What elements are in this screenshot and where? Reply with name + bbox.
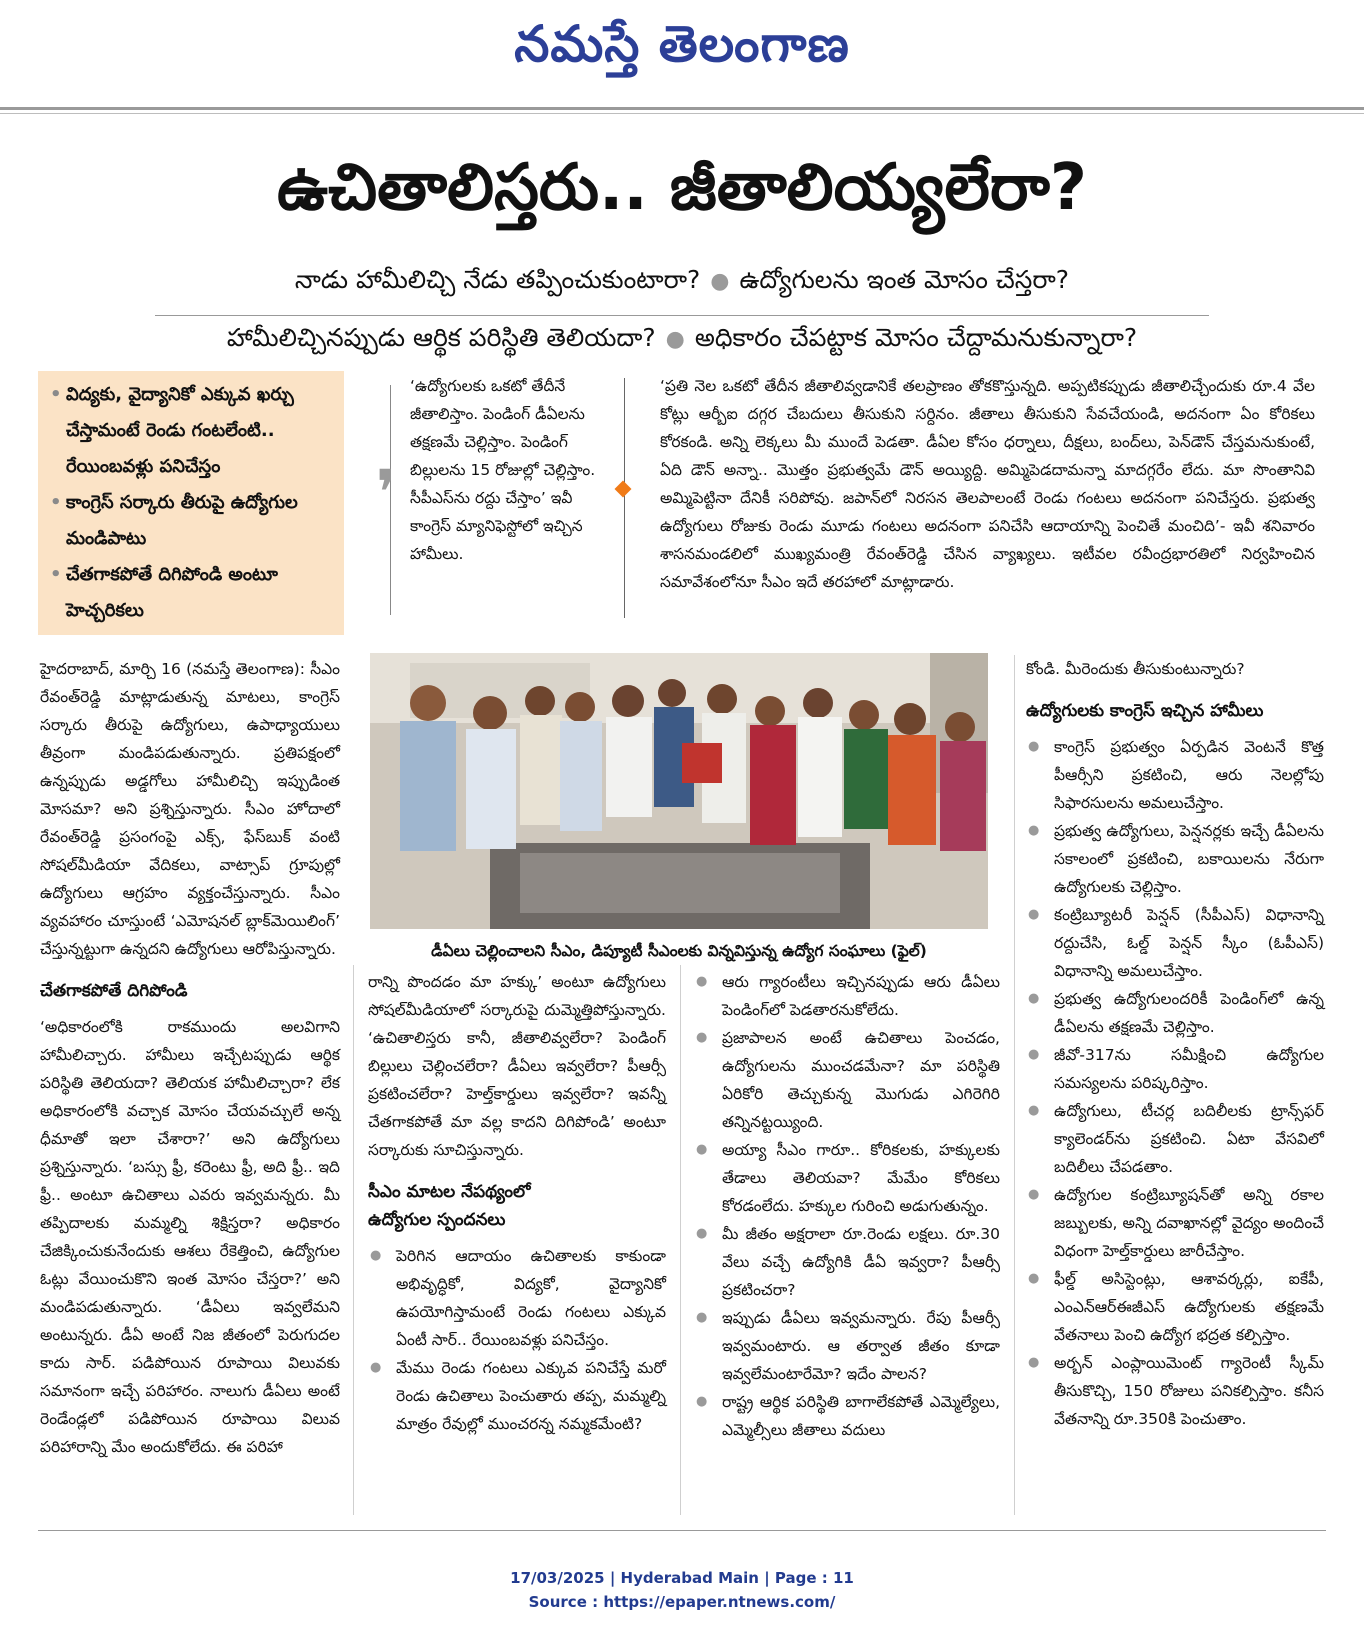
footer-date-page: 17/03/2025 | Hyderabad Main | Page : 11 — [510, 1569, 854, 1587]
bullet-icon: ● — [665, 327, 685, 352]
column-3 — [694, 968, 1000, 1444]
column-divider — [624, 378, 625, 618]
deck-line-1 — [20, 262, 1344, 300]
deck-1-right: ఉద్యోగులను ఇంత మోసం చేస్తరా? — [739, 265, 1070, 294]
highlights-box — [38, 371, 344, 635]
list-item: ● పెరిగిన ఆదాయం ఉచితాలకు కాకుండా అభివృద్ధికో, విద్యకో, వైద్యానికో ఉపయోగిస్తామంటే రెండు గంటలు ఎక్కువ ఏంటీ సార్.. రేయింబవళ్లు పనిచేస్తం. — [368, 1242, 666, 1354]
footer-source-link[interactable]: Source : https://epaper.ntnews.com/ — [528, 1593, 836, 1611]
list-item: ● ఫీల్డ్ అసిస్టెంట్లు, ఆశావర్కర్లు, ఐకేపీ, ఎంఎన్‌ఆర్‌ఈజీఎస్ ఉద్యోగులకు తక్షణమే వేతనాలు పెంచి ఉద్యోగ భద్రత కల్పిస్తాం. — [1026, 1265, 1324, 1349]
highlight-item: • విద్యకు, వైద్యానికో ఎక్కువ ఖర్చు చేస్తామంటే రెండు గంటలేంటి.. రేయింబవళ్లు పనిచేస్తం — [50, 377, 334, 485]
quote-mark-icon: ❜ — [376, 456, 396, 529]
news-photo — [370, 653, 988, 929]
bottom-rule — [38, 1530, 1326, 1531]
section-subhead: ఉద్యోగులకు కాంగ్రెస్ ఇచ్చిన హామీలు — [1026, 701, 1264, 721]
highlight-item: • చేతగాకపోతే దిగిపోండి అంటూ హెచ్చరికలు — [50, 557, 334, 629]
masthead-rule — [0, 107, 1364, 110]
list-item: ● ఉద్యోగుల కంట్రిబ్యూషన్‌తో అన్ని రకాల జబ్బులకు, అన్ని దవాఖానల్లో వైద్యం అందించే విధంగా హెల్త్‌కార్డులు జారీచేస్తాం. — [1026, 1181, 1324, 1265]
deck-line-2 — [20, 320, 1344, 358]
list-item: ● కంట్రిబ్యూటరీ పెన్షన్ (సీపీఎస్) విధానాన్ని రద్దుచేసి, ఓల్డ్ పెన్షన్ స్కీం (ఓపీఎస్) విధానాన్ని అమలుచేస్తాం. — [1026, 901, 1324, 985]
column-1 — [40, 655, 340, 1461]
deck-2-left: హామీలిచ్చినప్పుడు ఆర్థిక పరిస్థితి తెలియదా? — [226, 323, 656, 352]
headline: ఉచితాలిస్తరు.. జీతాలియ్యలేరా? — [277, 151, 1087, 225]
list-item: ● ప్రభుత్వ ఉద్యోగులందరికీ పెండింగ్‌లో ఉన్న డీఏలను తక్షణమే చెల్లిస్తాం. — [1026, 985, 1324, 1041]
column-4 — [1026, 655, 1324, 1433]
list-item: ● ఉద్యోగులు, టీచర్ల బదిలీలకు ట్రాన్స్‌ఫర్ క్యాలెండర్‌ను ప్రకటించి. ఏటా వేసవిలో బదిలీలు చేపడతాం. — [1026, 1097, 1324, 1181]
article-paragraph: రాన్ని పొందడం మా హక్కు’ అంటూ ఉద్యోగులు సోషల్‌మీడియాలో సర్కారుపై దుమ్మెత్తిపోస్తున్నారు. ‘ఉచితాలిస్తరు కానీ, జీతాలివ్వలేరా? పెండింగ్ బిల్లులు చెల్లించలేరా? డీఏలు ఇవ్వలేరా? పీఆర్సీ ప్రకటించలేరా? హెల్త్‌కార్డులు ఇవ్వలేరా? ఇవన్నీ చేతగాకపోతే మా వల్ల కాదని దిగిపోండి’ అంటూ సర్కారుకు సూచిస్తున్నారు. — [368, 973, 666, 1159]
list-item: ● ఆరు గ్యారంటీలు ఇచ్చినప్పుడు ఆరు డీఏలు పెండింగ్‌లో పెడతారనుకోలేదు. — [694, 968, 1000, 1024]
section-subhead: సీఎం మాటల నేపథ్యంలో — [368, 1182, 531, 1202]
masthead-logo: నమస్తే తెలంగాణ — [514, 14, 850, 73]
list-item: ● కాంగ్రెస్ ప్రభుత్వం ఏర్పడిన వెంటనే కొత్త పీఆర్సీని ప్రకటించి, ఆరు నెలల్లోపు సిఫారసులను అమలుచేస్తాం. — [1026, 733, 1324, 817]
column-divider — [1014, 655, 1015, 1515]
list-item: ● ఇప్పుడు డీఏలు ఇవ్వమన్నారు. రేపు పీఆర్సీ ఇవ్వమంటారు. ఆ తర్వాత జీతం కూడా ఇవ్వలేమంటారేమో? ఇదేం పాలన? — [694, 1304, 1000, 1388]
list-item: ● ప్రజాపాలన అంటే ఉచితాలు పెంచడం, ఉద్యోగులను ముంచడమేనా? మా పరిస్థితి ఏరికోరి తెచ్చుకున్న మొగుడు ఎగిరెగిరి తన్నినట్టయ్యింది. — [694, 1024, 1000, 1136]
list-item: ● రాష్ట్ర ఆర్థిక పరిస్థితి బాగాలేకపోతే ఎమ్మెల్యేలు, ఎమ్మెల్సీలు జీతాలు వదులు — [694, 1388, 1000, 1444]
deck-2-right: అధికారం చేపట్టాక మోసం చేద్దామనుకున్నారా? — [694, 323, 1138, 352]
list-item: ● అర్బన్ ఎంప్లాయిమెంట్ గ్యారెంటీ స్కీమ్ తీసుకొచ్చి, 150 రోజులు పనికల్పిస్తాం. కనీస వేతనాన్ని రూ.350కి పెంచుతాం. — [1026, 1349, 1324, 1433]
article-paragraph: ‘అధికారంలోకి రాకముందు అలవిగాని హామీలిచ్చారు. హామీలు ఇచ్చేటప్పుడు ఆర్థిక పరిస్థితి తెలియదా? తెలియక హామీలిచ్చారా? లేక అధికారంలోకి వచ్చాక మోసం చేయవచ్చులే అన్న ధీమాతో ఇలా చేశారా?’ అని ఉద్యోగులు ప్రశ్నిస్తున్నారు. ‘బస్సు ఫ్రీ, కరెంటు ఫ్రీ, అది ఫ్రీ.. ఇది ఫ్రీ.. అంటూ ఉచితాలు ఎవరు ఇవ్వమన్నరు. మీ తప్పిదాలకు మమ్మల్ని శిక్షిస్తరా? అధికారం చేజిక్కించుకునేందుకు ఆశలు రేకెత్తించి, ఉద్యోగుల ఓట్లు వేయించుకొని ఇంత మోసం చేస్తరా?’ అని మండిపడుతున్నారు. ‘డీఏలు ఇవ్వలేమని అంటున్నరు. డీఏ అంటే నిజ జీతంలో పెరుగుదల కాదు సార్. పడిపోయిన రూపాయి విలువకు సమానంగా ఇచ్చే పరిహారం. నాలుగు డీఏలు అంటే రెండేండ్లలో పడిపోయిన రూపాయి విలువ పరిహారాన్ని మేం అందుకోలేదు. ఈ పరిహా — [40, 1018, 340, 1456]
highlight-item: • కాంగ్రెస్ సర్కారు తీరుపై ఉద్యోగుల మండిపాటు — [50, 485, 334, 557]
manifesto-quote: ‘ఉద్యోగులకు ఒకటో తేదీనే జీతాలిస్తాం. పెండింగ్ డీఏలను తక్షణమే చెల్లిస్తాం. పెండింగ్ బిల్లులను 15 రోజుల్లో చెల్లిస్తాం. సీపీఎస్‌ను రద్దు చేస్తాం’ ఇవీ కాంగ్రెస్ మ్యానిఫెస్టోలో ఇచ్చిన హామీలు. — [410, 377, 596, 563]
deck-1-left: నాడు హామీలిచ్చి నేడు తప్పించుకుంటారా? — [294, 265, 701, 294]
photo-caption: డీఏలు చెల్లించాలని సీఎం, డిప్యూటీ సీఎంలకు విన్నవిస్తున్న ఉద్యోగ సంఘాలు (ఫైల్) — [431, 942, 927, 960]
list-item: ● మీ జీతం అక్షరాలా రూ.రెండు లక్షలు. రూ.30 వేలు వచ్చే ఉద్యోగికి డీఏ ఇవ్వరా? పీఆర్సీ ప్రకటించరా? — [694, 1220, 1000, 1304]
masthead-rule-thin — [0, 113, 1364, 114]
bullet-icon: ● — [710, 269, 730, 294]
column-divider — [353, 965, 354, 1515]
list-item: ● జీవో-317ను సమీక్షించి ఉద్యోగుల సమస్యలను పరిష్కరిస్తాం. — [1026, 1041, 1324, 1097]
list-item: ● మేము రెండు గంటలు ఎక్కువ పనిచేస్తే మరో రెండు ఉచితాలు పెంచుతారు తప్ప, మమ్మల్ని మాత్రం రేవుల్లో ముంచరన్న నమ్మకమేంటి? — [368, 1354, 666, 1438]
article-paragraph: కోండి. మీరెందుకు తీసుకుంటున్నారు? — [1026, 660, 1245, 678]
list-item: ● ప్రభుత్వ ఉద్యోగులు, పెన్షనర్లకు ఇచ్చే డీఏలను సకాలంలో ప్రకటించి, బకాయిలను నేరుగా ఉద్యోగులకు చెల్లిస్తాం. — [1026, 817, 1324, 901]
section-subhead: చేతగాకపోతే దిగిపోండి — [40, 981, 188, 1001]
article-paragraph: హైదరాబాద్, మార్చి 16 (నమస్తే తెలంగాణ): సీఎం రేవంత్‌రెడ్డి మాట్లాడుతున్న మాటలు, కాంగ్రెస్ సర్కారు తీరుపై ఉద్యోగులు, ఉపాధ్యాయులు తీవ్రంగా మండిపడుతున్నారు. ప్రతిపక్షంలో ఉన్నప్పుడు అడ్డగోలు హామీలిచ్చి ఇప్పుడింత మోసమా? అని ప్రశ్నిస్తున్నారు. సీఎం హోదాలో రేవంత్‌రెడ్డి ప్రసంగంపై ఎక్స్, ఫేస్‌బుక్ వంటి సోషల్‌మీడియా వేదికలు, వాట్సాప్ గ్రూపుల్లో ఉద్యోగులు ఆగ్రహం వ్యక్తంచేస్తున్నారు. సీఎం వ్యవహారం చూస్తుంటే ‘ఎమోషనల్ బ్లాక్‌మెయిలింగ్’ చేస్తున్నట్టుగా ఉన్నదని ఉద్యోగులు ఆరోపిస్తున్నారు. — [40, 660, 340, 958]
section-subhead: ఉద్యోగుల స్పందనలు — [368, 1210, 506, 1230]
column-2 — [368, 968, 666, 1438]
column-divider — [680, 965, 681, 1515]
diamond-icon — [615, 481, 632, 498]
list-item: ● అయ్యా సీఎం గారూ.. కోరికలకు, హక్కులకు తేడాలు తెలియవా? మేమేం కోరికలు కోరడంలేదు. హక్కుల గురించి అడుగుతున్నం. — [694, 1136, 1000, 1220]
lead-paragraph: ‘ప్రతి నెల ఒకటో తేదీన జీతాలివ్వడానికే తలప్రాణం తోకకొస్తున్నది. అప్పటికప్పుడు జీతాలిచ్చేందుకు రూ.4 వేల కోట్లు ఆర్బీఐ దగ్గర చేబదులు తీసుకుని సర్దినం. జీతాలు తీసుకుని సేవచేయండి, అదనంగా ఏం కోరికలు కోరకండి. అన్ని లెక్కలు మీ ముందే పెడతా. డీఏల కోసం ధర్నాలు, దీక్షలు, బంద్‌లు, పెన్‌డౌన్ చేస్తమనుకుంటే, ఏది డౌన్ అన్నా.. మొత్తం ప్రభుత్వమే డౌన్ అయ్యిద్ది. అమ్మిపెడదామన్నా మాదగ్గరేం లేదు. మా సొంతానివి అమ్మిపెట్టినా దేనికీ సరిపోవు. జపాన్‌లో నిరసన తెలపాలంటే రెండు గంటలు అదనంగా పనిచేస్తరు. ప్రభుత్వ ఉద్యోగులు రోజుకు రెండు మూడు గంటలు అదనంగా పనిచేసి ఆదాయాన్ని పెంచితే మంచిది’- ఇవీ శనివారం శాసనమండలిలో ముఖ్యమంత్రి రేవంత్‌రెడ్డి చేసిన వ్యాఖ్యలు. ఇటీవల రవీంద్రభారతిలో నిర్వహించిన సమావేశంలోనూ సీఎం ఇదే తరహాలో మాట్లాడారు. — [660, 377, 1315, 591]
deck-divider — [155, 315, 1209, 316]
